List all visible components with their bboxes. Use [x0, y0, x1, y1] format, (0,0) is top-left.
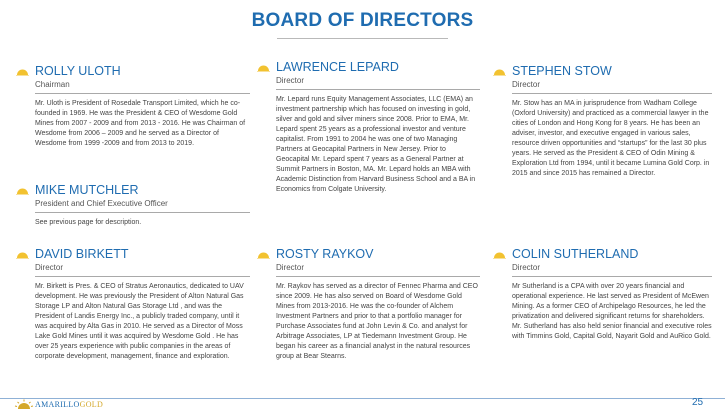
director-card-mutchler [35, 183, 250, 228]
card-divider [35, 93, 250, 94]
director-bio: Mr. Birkett is Pres. & CEO of Stratus Aeronautics, dedicated to UAV development. He was previously the President of Alton Natural Gas Storage LP and Alton Natural Gas Storage Ltd , and was the President of Landis Energy Inc., a publicly traded company, until it was acquired by Alta Gas in 2010. He served as a Director of Moss Lake Gold Mines until it was acquired by Wesdome Gold . He has over 25 years experience with public companies in the areas of corporate development, management, finance and exploration. [35, 283, 244, 360]
sun-icon [16, 249, 29, 259]
director-name: DAVID BIRKETT [35, 247, 129, 261]
logo-word-amarillo: AMARILLO [35, 400, 80, 409]
director-role: Director [276, 263, 305, 272]
director-role: President and Chief Executive Officer [35, 199, 168, 208]
director-name: COLIN SUTHERLAND [512, 247, 639, 261]
director-role: Director [512, 80, 541, 89]
director-bio: Mr. Stow has an MA in jurisprudence from Wadham College (Oxford University) and practiced as a commercial lawyer in the cities of London and Hong Kong for 8 years. He has been an adviser, investor, and executive engaged in various sales, resource driven opportunities and “startups” for the last 30 plus years. He served as the President & CEO of Odin Mining & Exploration Ltd from 1994, until it became Lumina Gold Corp. in 2015 and since 2015 has remained a Director. [512, 100, 710, 177]
card-divider [276, 89, 480, 90]
logo-word-gold: GOLD [79, 400, 104, 409]
director-name: MIKE MUTCHLER [35, 183, 139, 197]
card-divider [35, 276, 250, 277]
sun-icon [493, 249, 506, 259]
director-bio: Mr. Lepard runs Equity Management Associates, LLC (EMA) an investment partnership which has focused on investing in gold, silver and gold and silver miners since 2008. Prior to EMA, Mr. Lepard spent 25 years as a professional investor and venture capitalist. From 1991 to 2004 he was one of two Managing Partners at Geocapital Partners in New Jersey. Prior to Geocapital Mr. Lepard spent 7 years as a General Partner at Summit Partners in Boston, MA. Mr. Lepard holds an MBA with Academic Distinction from Harvard Business School and a BA in Economics from Colgate University. [276, 96, 476, 193]
director-bio: See previous page for description. [35, 219, 142, 226]
director-card-birkett [35, 247, 250, 362]
sun-icon [16, 185, 29, 195]
director-role: Director [35, 263, 64, 272]
director-role: Director [276, 76, 305, 85]
card-divider [512, 93, 712, 94]
footer-divider [0, 398, 725, 399]
director-bio: Mr. Uloth is President of Rosedale Transport Limited, which he co-founded in 1969. He was the President & CEO of Wesdome Gold Mines from 2007 - 2009 and from 2013 - 2016. He was Chairman of Wesdome from 2006 – 2009 and he served as a Director of Wesdome from 1999 -2009 and from 2013 to 2019. [35, 100, 246, 147]
director-card-lepard [276, 60, 480, 195]
card-divider [512, 276, 712, 277]
sun-icon [16, 66, 29, 76]
director-card-stow [512, 64, 712, 179]
director-bio: Mr Sutherland is a CPA with over 20 years financial and operational experience. He last served as President of McEwen Mining. As a former CEO of Archipelago Resources, he led the privatization and delivered significant returns for shareholders. Mr. Sutherland has also held senior financial and executive roles with Timmins Gold, Capital Gold, Nayarit Gold and AuRico Gold. [512, 283, 712, 340]
director-name: ROLLY ULOTH [35, 64, 121, 78]
director-card-sutherland [512, 247, 712, 342]
page-number: 25 [692, 397, 704, 408]
director-bio: Mr. Raykov has served as a director of Fennec Pharma and CEO since 2009. He has also served on Board of Wesdome Gold Mines from 2013-2016. He was the co-founder of Alchem Investment Partners and prior to that a portfolio manager for Purchase Associates fund at John Levin & Co. and analyst for Arbitrage Associates, LP at Tiedemann Investment Group. He began his career as a financial analyst in the natural resources group at Bear Stearns. [276, 283, 478, 360]
card-divider [276, 276, 480, 277]
page-title: BOARD OF DIRECTORS [251, 10, 474, 31]
director-card-uloth [35, 64, 250, 149]
company-logo [14, 399, 103, 410]
sun-icon [493, 66, 506, 76]
director-name: STEPHEN STOW [512, 64, 612, 78]
director-name: LAWRENCE LEPARD [276, 60, 399, 74]
sun-logo-icon [14, 399, 34, 410]
sun-icon [257, 249, 270, 259]
title-divider [277, 38, 448, 39]
card-divider [35, 212, 250, 213]
director-card-raykov [276, 247, 480, 362]
director-role: Chairman [35, 80, 70, 89]
sun-icon [257, 62, 270, 72]
director-name: ROSTY RAYKOV [276, 247, 374, 261]
director-role: Director [512, 263, 541, 272]
